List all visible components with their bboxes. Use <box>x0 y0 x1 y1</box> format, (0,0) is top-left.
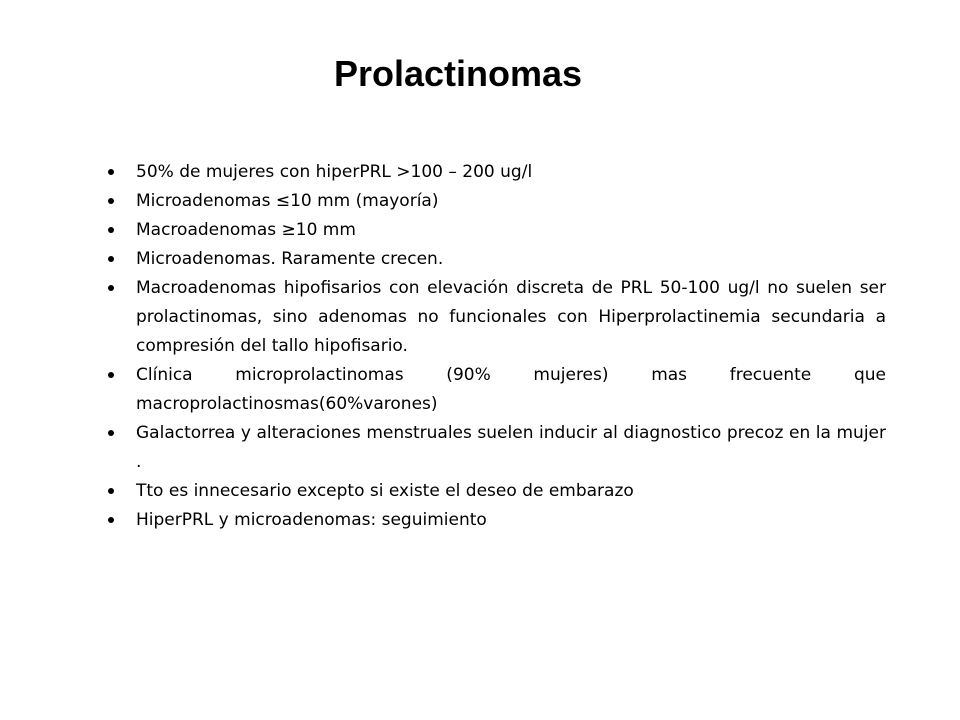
bullet-item <box>108 216 886 245</box>
bullet-text: Microadenomas ≤10 mm (mayoría) <box>136 191 439 211</box>
bullet-icon <box>108 227 114 233</box>
bullet-item <box>108 158 886 187</box>
bullet-icon <box>108 198 114 204</box>
bullet-item <box>108 274 886 361</box>
bullet-icon <box>108 517 114 523</box>
bullet-text: Microadenomas. Raramente crecen. <box>136 249 444 269</box>
bullet-text: Macroadenomas ≥10 mm <box>136 220 356 240</box>
bullet-icon <box>108 430 114 436</box>
bullet-text: Tto es innecesario excepto si existe el deseo de embarazo <box>136 481 634 501</box>
bullet-text: HiperPRL y microadenomas: seguimiento <box>136 510 487 530</box>
bullet-icon <box>108 256 114 262</box>
bullet-list <box>108 158 886 535</box>
bullet-text: Galactorrea y alteraciones menstruales suelen inducir al diagnostico precoz en la mujer . <box>136 423 886 472</box>
slide-title: Prolactinomas <box>333 53 583 94</box>
bullet-text: Clínica microprolactinomas (90% mujeres) mas frecuente que macroprolactinosmas(60%varones) <box>136 365 886 414</box>
bullet-text: 50% de mujeres con hiperPRL >100 – 200 ug/l <box>136 162 533 182</box>
bullet-item <box>108 245 886 274</box>
bullet-item <box>108 187 886 216</box>
bullet-icon <box>108 488 114 494</box>
bullet-icon <box>108 169 114 175</box>
bullet-item <box>108 361 886 419</box>
bullet-icon <box>108 285 114 291</box>
bullet-text: Macroadenomas hipofisarios con elevación discreta de PRL 50-100 ug/l no suelen ser prolactinomas, sino adenomas no funcionales con Hiperprolactinemia secundaria a compresión del tallo hipofisario. <box>136 278 886 356</box>
bullet-item <box>108 477 886 506</box>
bullet-item <box>108 506 886 535</box>
bullet-item <box>108 419 886 477</box>
bullet-icon <box>108 372 114 378</box>
